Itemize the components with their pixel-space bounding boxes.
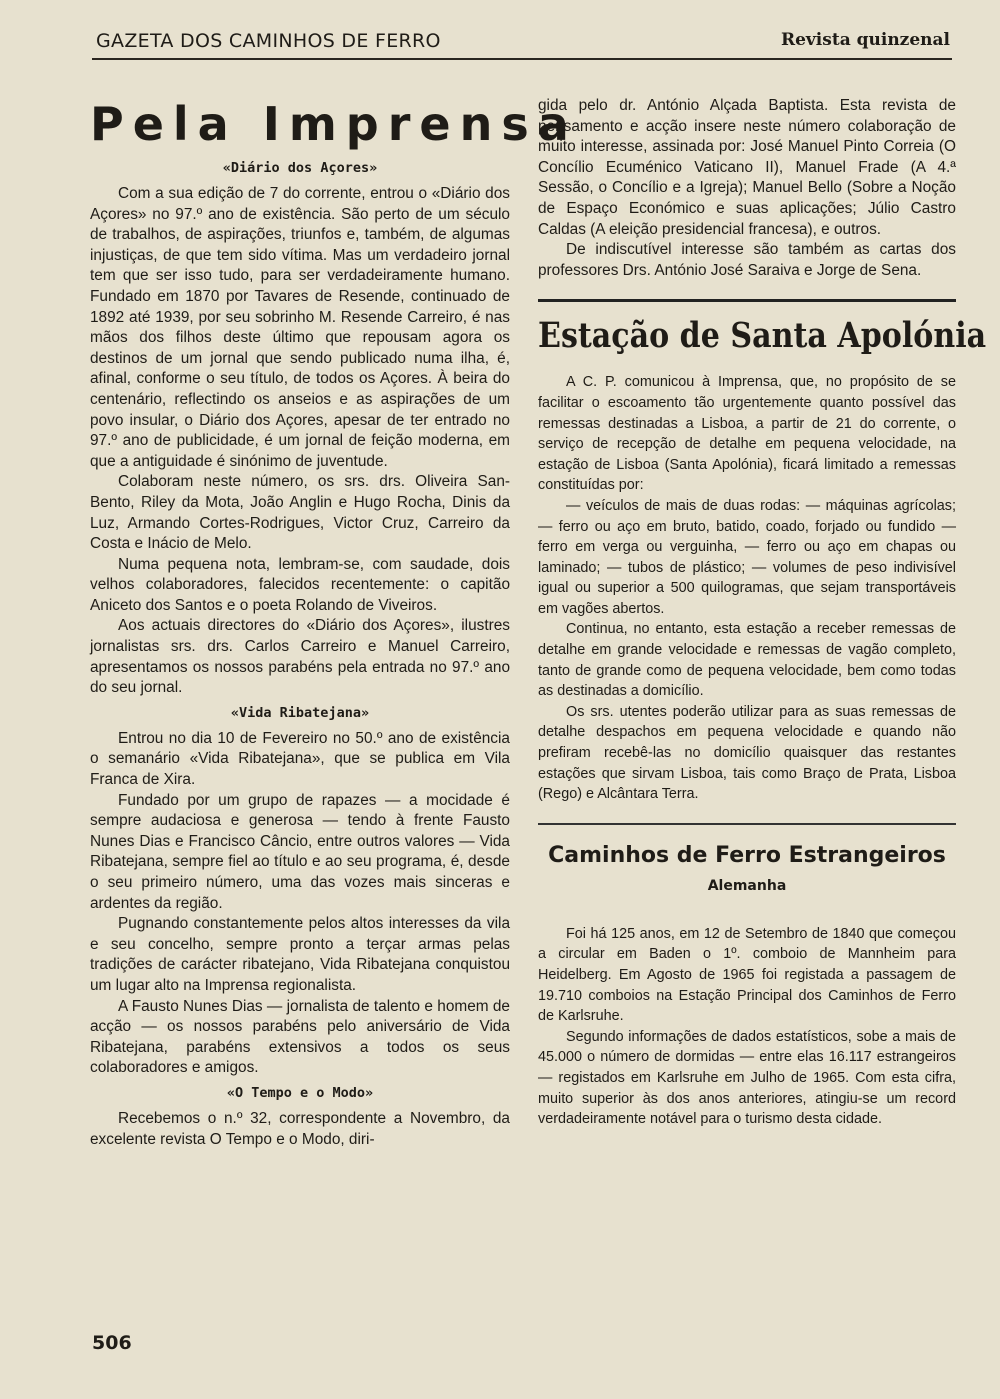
- subheading-vida: «Vida Ribatejana»: [230, 704, 370, 721]
- santa-apolonia-article: [538, 372, 956, 804]
- paragraph: Segundo informações de dados estatísticos, sobe a mais de 45.000 o número de dormidas — entre elas 16.117 estrangeiros — registados em Karlsruhe em Julho de 1965. Com esta cifra, muito superior às dos anos anteriores, atingiu-se um record verdadeiramente notável para o turismo desta cidade.: [538, 1028, 956, 1128]
- paragraph: Foi há 125 anos, em 12 de Setembro de 1840 que começou a circular em Baden o 1º. comboio de Mannheim para Heidelberg. Em Agosto de 1965 foi registada a passagem de 19.710 comboios na Estação Principal dos Caminhos de Ferro de Karlsruhe.: [538, 925, 956, 1025]
- paragraph: Os srs. utentes poderão utilizar para as suas remessas de detalhe despachos em pequena velocidade e quando não prefiram recebê-las no domicílio quaisquer das restantes estações que sirvam Lisboa, tais como Braço de Prata, Lisboa (Rego) e Alcântara Terra.: [538, 703, 956, 803]
- journal-title: GAZETA DOS CAMINHOS DE FERRO: [96, 30, 441, 52]
- paragraph: Pugnando constantemente pelos altos interesses da vila e seu concelho, sempre pronto a terçar armas pelas tradições de carácter ribatejano, Vida Ribatejana conquistou um lugar alto na Imprensa regionalista.: [90, 915, 510, 994]
- paragraph: Aos actuais directores do «Diário dos Açores», ilustres jornalistas srs. drs. Carlos Carreiro e Manuel Carreiro, apresentamos os nossos parabéns pela entrada no 97.º ano do seu jornal.: [90, 617, 510, 697]
- paragraph: A C. P. comunicou à Imprensa, que, no propósito de se facilitar o escoamento tão urgentemente quanto possível das remessas destinadas a Lisboa, a partir de 21 do corrente, o serviço de recepção de detalhe em pequena velocidade, na estação de Lisboa (Santa Apolónia), ficará limitado a remessas constituídas por:: [538, 374, 956, 494]
- section-title-santa-apolonia: Estação de Santa Apolónia: [538, 315, 987, 357]
- paragraph-continued: gida pelo dr. António Alçada Baptista. Esta revista de pensamento e acção insere neste número colaboração de muito interesse, assinada por: José Manuel Pinto Correia (O Concílio Ecuménico Vaticano II), Manuel Frade (A 4.ª Sessão, o Concílio e a Igreja); Manuel Bello (Sobre a Noção de Espaço Económico e suas aplicações; Júlio Castro Caldas (A eleição presidencial francesa), e outros.: [538, 97, 956, 238]
- paragraph: Com a sua edição de 7 do corrente, entrou o «Diário dos Açores» no 97.º ano de existência. São perto de um século de trabalhos, de aspirações, triunfos e, também, de algumas injustiças, de que tem sido vítima. Mas um verdadeiro jornal tem que ser isso tudo, para ser verdadeiramente humano. Fundado em 1870 por Tavares de Resende, continuado de 1892 até 1939, por seu sobrinho M. Resende Carreiro, é nas mãos dos filhos deste último que repousam agora os destinos de um jornal que sendo publicado numa ilha, é, afinal, conforme o seu título, de todos os Açores. À beira do centenário, reflectindo os anseios e as aspirações de um povo insular, o Diário dos Açores, apesar de ter entrado no 97.º ano de publicidade, é um jornal de feição moderna, em que a antiguidade é sinónimo de juventude.: [90, 185, 510, 470]
- paragraph: Fundado por um grupo de rapazes — a mocidade é sempre audaciosa e generosa — tendo à frente Fausto Nunes Dias e Francisco Câncio, entre outros valores — Vida Ribatejana, sempre fiel ao título e ao seu programa, é, desde o seu primeiro número, uma das vozes mais sinceras e ardentes da região.: [90, 791, 510, 912]
- paragraph: Colaboram neste número, os srs. drs. Oliveira San-Bento, Riley da Mota, João Anglin e Hugo Rocha, Dinis da Luz, Armando Cortes-Rodrigues, Victor Cruz, Carreiro da Costa e Inácio de Melo.: [90, 473, 510, 553]
- paragraph: Continua, no entanto, esta estação a receber remessas de detalhe em grande velocidade e remessas de vagão completo, tanto de grande como de pequena velocidade, bem como todas as destinadas a domicílio.: [538, 621, 956, 700]
- section-divider: [538, 299, 956, 302]
- subheading-diario: «Diário dos Açores»: [222, 160, 378, 176]
- page-number: 506: [92, 1332, 132, 1354]
- subheading-tempo: «O Tempo e o Modo»: [226, 1084, 374, 1101]
- paragraph: — veículos de mais de duas rodas: — máquinas agrícolas; — ferro ou aço em bruto, batido, coado, forjado ou fundido — ferro em verga ou verguinha, — ferro ou aço em chapas ou laminado; — tubos de plástico; — volumes de peso indivisível igual ou superior a 500 quilogramas, que sejam transportáveis em vagões abertos.: [538, 497, 956, 617]
- paragraph: Numa pequena nota, lembram-se, com saudade, dois velhos colaboradores, falecidos recentemente: o capitão Aniceto dos Santos e o poeta Rolando de Viveiros.: [90, 555, 510, 614]
- paragraph: A Fausto Nunes Dias — jornalista de talento e homem de acção — os nossos parabéns pelo aniversário de Vida Ribatejana, parabéns extensivos a todos os seus colaboradores e amigos.: [90, 997, 510, 1077]
- section-title-estrangeiros: Caminhos de Ferro Estrangeiros: [548, 842, 946, 868]
- paragraph: Entrou no dia 10 de Fevereiro no 50.º ano de existência o semanário «Vida Ribatejana», que se publica em Vila Franca de Xira.: [90, 729, 510, 789]
- section-divider: [538, 823, 956, 825]
- left-column: [90, 96, 578, 1150]
- paragraph: De indiscutível interesse são também as cartas dos professores Drs. António José Saraiva e Jorge de Sena.: [538, 241, 956, 279]
- paragraph: Recebemos o n.º 32, correspondente a Novembro, da excelente revista O Tempo e o Modo, diri-: [90, 1109, 510, 1148]
- estrangeiros-article: [538, 924, 956, 1130]
- running-head: [92, 28, 952, 60]
- right-column: [538, 96, 987, 1130]
- section-title-imprensa: Pela Imprensa: [90, 97, 578, 151]
- journal-frequency: Revista quinzenal: [780, 30, 950, 50]
- country-heading: Alemanha: [707, 877, 787, 894]
